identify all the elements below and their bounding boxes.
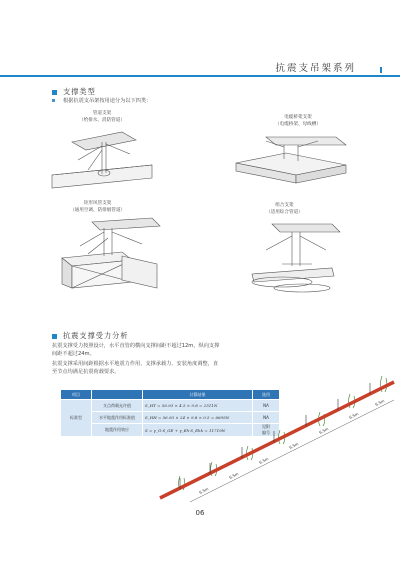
caption-cable-support [275, 115, 321, 129]
table-cell-choice: NA [253, 412, 280, 424]
table-cell-item: 水平地震作用标准值 [92, 412, 143, 424]
caption-cable-note: （电缆桥架、母线槽） [275, 121, 321, 127]
table-row-group: 标准型 [61, 400, 92, 437]
header-rule [0, 75, 400, 77]
section2-heading-row [52, 331, 129, 341]
spacing-label: 6.5m [288, 441, 300, 450]
caption-pipe-note: （给排水、消防管道） [79, 117, 125, 123]
caption-combo-name: 组合支架 [275, 203, 294, 208]
table-cell-formula: S_HT = 56.93 × 4.5 × 9.8 = 2511N [143, 400, 253, 412]
table-cell-formula: S = γ_G·S_GE + γ_Eh·S_Ehk = 11719N [143, 424, 253, 437]
section1-heading-row [52, 87, 96, 97]
caption-duct-name: 矩形风管支架 [83, 201, 112, 206]
table-header-blank [92, 390, 143, 400]
caption-pipe-name: 管道支架 [92, 111, 112, 116]
combo-support-illustration [242, 222, 342, 292]
table-cell-choice: 见附 编号 [253, 424, 280, 437]
section2-heading: 抗震支撑受力分析 [63, 331, 129, 340]
table-header-choice: 选用 [253, 390, 280, 400]
bullet-square-icon [52, 334, 57, 339]
table-cell-item: 地震作用效应 [92, 424, 143, 437]
spacing-label: 6.5m [198, 486, 210, 495]
spacing-label: 6.5m [318, 426, 330, 435]
caption-cable-name: 电缆桥架支架 [284, 115, 312, 120]
spacing-label: 6.5m [258, 456, 270, 465]
section1-heading: 支撑类型 [63, 87, 96, 96]
caption-combo-support [266, 203, 303, 217]
caption-combo-note: （适用综合管道） [266, 209, 303, 215]
spacing-label: 6.5m [374, 398, 386, 407]
caption-duct-note: （通用空调、防排烟管道） [70, 207, 126, 213]
bullet-square-icon [52, 90, 57, 95]
section1-bullet-text: 根据抗震支吊架按用途分为以下四类： [63, 98, 152, 104]
pipe-support-illustration [52, 130, 152, 190]
duct-support-illustration [52, 218, 162, 288]
dimension-line [190, 400, 394, 502]
table-header-result: 计算结果 [143, 390, 253, 400]
cable-tray-illustration [236, 135, 346, 190]
header-tick [380, 67, 382, 73]
table-cell-item: 支点荷载允许值 [92, 400, 143, 412]
spacing-label: 6.5m [228, 471, 240, 480]
spacing-label: 6.5m [348, 411, 360, 420]
table-cell-formula: S_HH = 56.93 × 24 × 9.8 × 0.5 = 6695N [143, 412, 253, 424]
caption-duct-support [70, 201, 125, 215]
section1-bullet-row [52, 98, 151, 106]
section2-paragraph-1: 抗震支撑受力按照设计，水平直管的横向支撑间距不超过12m，纵向支撑间距不超过24m。 [52, 343, 220, 357]
table-cell-choice: NA [253, 400, 280, 412]
page-number: 06 [195, 509, 205, 517]
red-pipe [160, 382, 394, 498]
header-title: 抗震支吊架系列 [275, 63, 356, 74]
table-header-item: 项目 [61, 390, 92, 400]
bullet-dot-icon [52, 99, 55, 102]
section2-paragraph-2: 抗震支撑采用间距根据水平地震力作用、支撑承载力、安装角度调整，直至节点均满足抗震荷载要求。 [52, 361, 219, 375]
pipe-spacing-diagram [150, 372, 400, 502]
caption-pipe-support [79, 111, 125, 125]
